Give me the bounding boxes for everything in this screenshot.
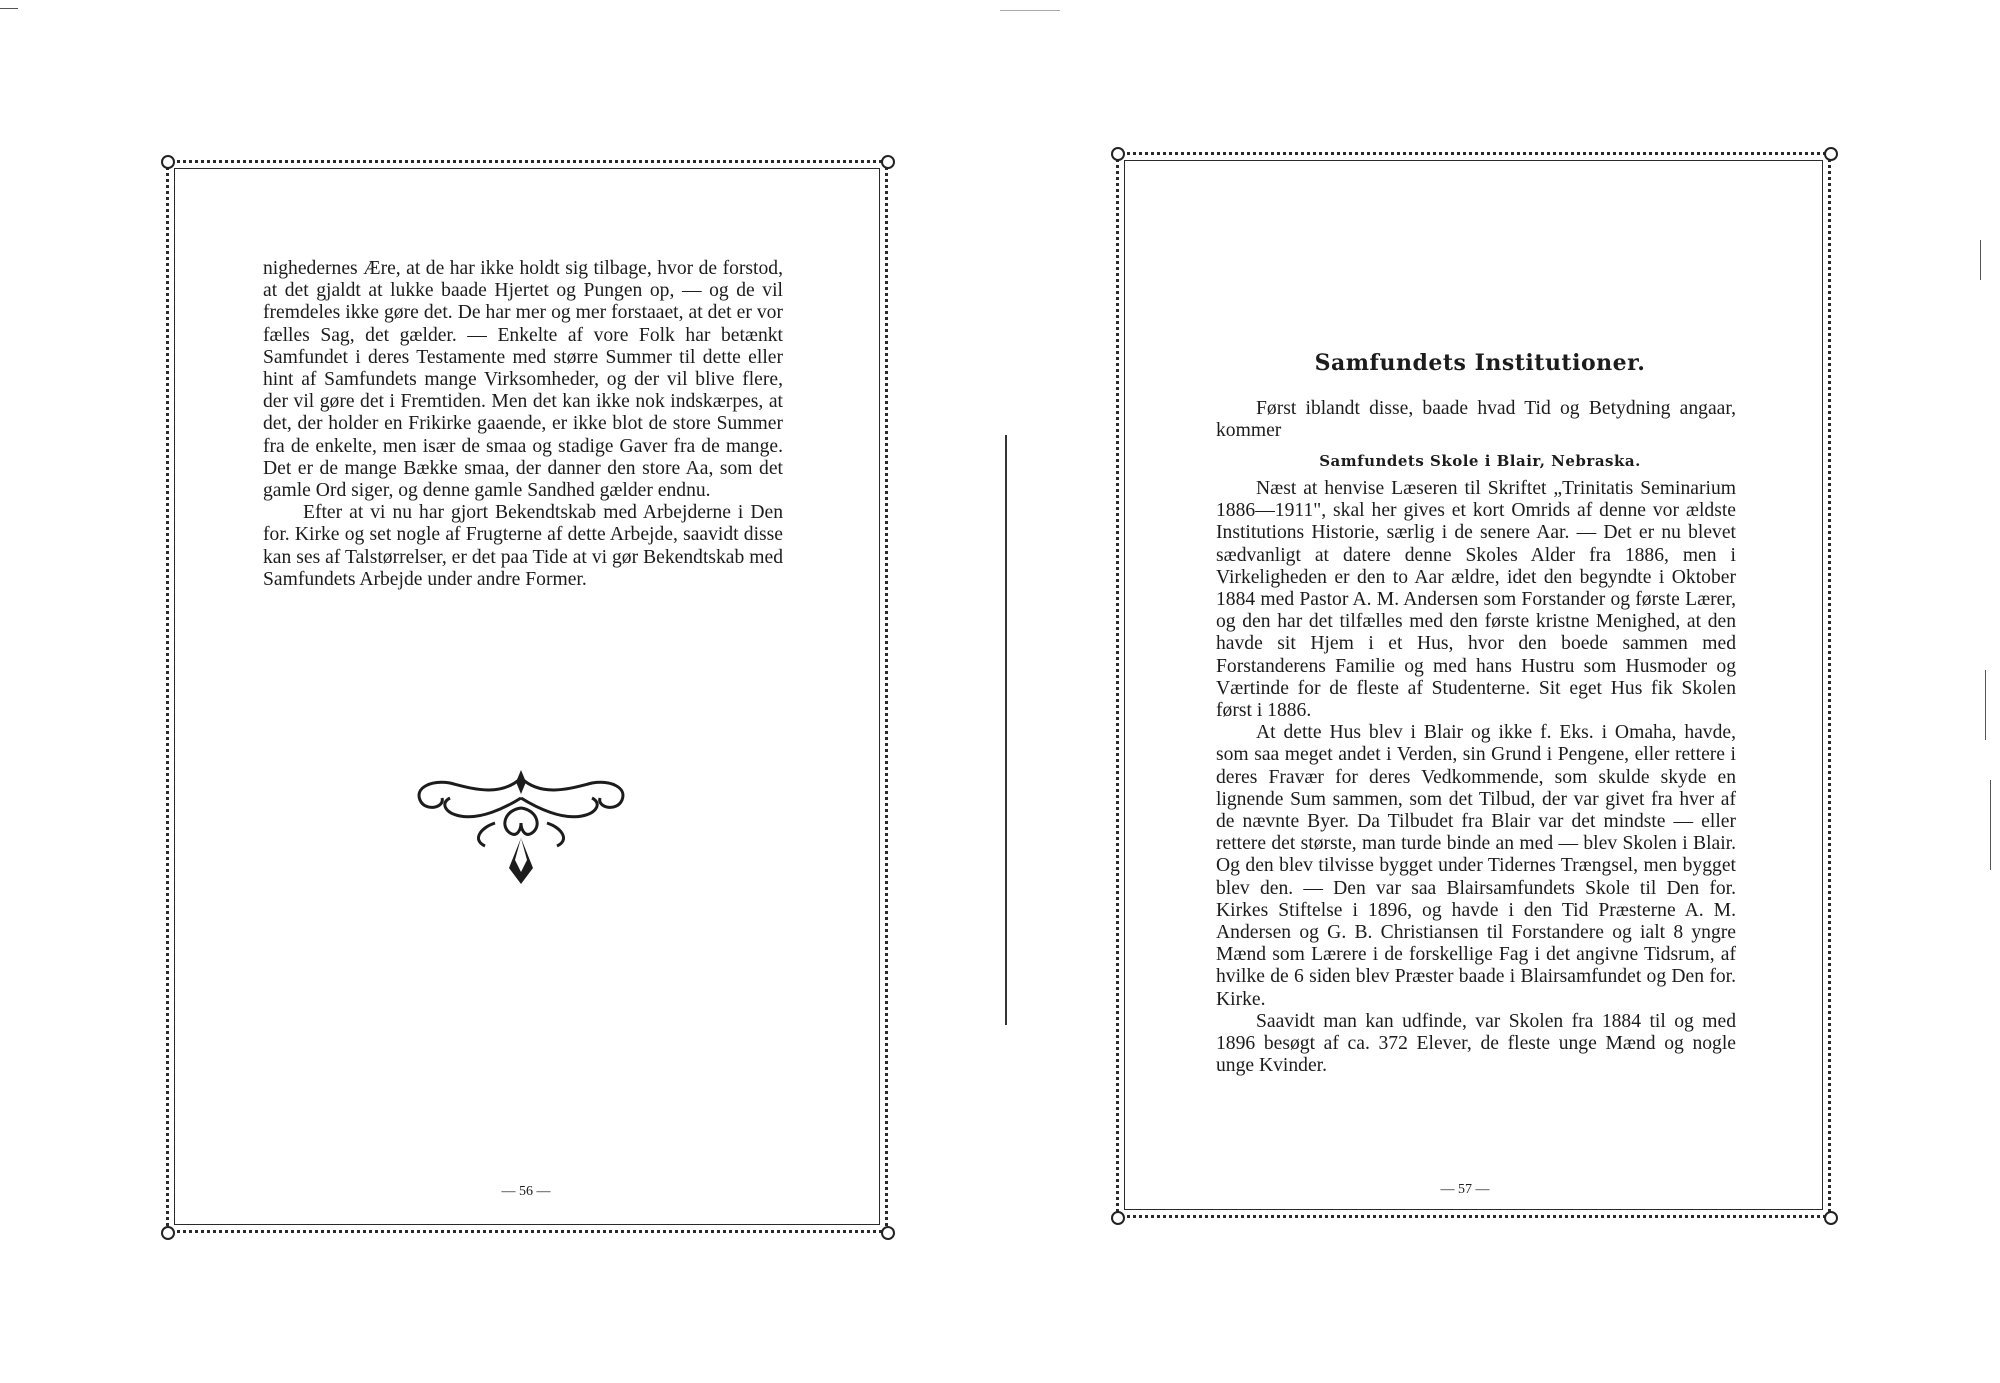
intro-paragraph (1216, 398, 1736, 442)
corner-ring-icon (161, 1226, 175, 1240)
scan-edge-mark (1000, 10, 1060, 11)
fleuron-ornament-icon (410, 768, 632, 888)
book-spine-line (1005, 435, 1007, 1025)
body-paragraph: Saavidt man kan udfinde, var Skolen fra 1884 til og med 1896 besøgt af ca. 372 Elever, de fleste unge Mænd og nogle unge Kvinder. (1216, 1010, 1736, 1077)
corner-ring-icon (881, 1226, 895, 1240)
corner-ring-icon (1824, 147, 1838, 161)
left-page-body (263, 258, 783, 591)
body-paragraph: Næst at henvise Læseren til Skriftet „Trinitatis Seminarium 1886—1911", skal her gives et kort Omrids af denne vor ældste Institutions Historie, særlig i de senere Aar. — Det er nu blevet sædvanligt at datere denne Skoles Alder fra 1886, men i Virkeligheden er den to Aar ældre, idet den begyndte i Oktober 1884 med Pastor A. M. Andersen som Forstander og første Lærer, og den har det tilfælles med den første kristne Menighed, at den havde sit Hjem i et Hus, hvor den boede sammen med Forstanderens Familie og med hans Hustru som Husmoder og Værtinde for de fleste af Studenterne. Sit eget Hus fik Skolen først i 1886. (1216, 478, 1736, 722)
body-paragraph: nighedernes Ære, at de har ikke holdt sig tilbage, hvor de forstod, at det gjaldt at lukke baade Hjertet og Pungen op, — og de vil fremdeles ikke gøre det. De har mer og mer forstaaet, at det er vor fælles Sag, det gælder. — Enkelte af vore Folk har betænkt Samfundet i deres Testamente med større Summer til dette eller hint af Samfundets mange Virksomheder, og der vil blive flere, der vil gøre det i Fremtiden. Men det kan ikke nok indskærpes, at det, der holder en Frikirke gaaende, er ikke blot de store Summer fra de enkelte, men især de smaa og stadige Gaver fra de mange. Det er de mange Bække smaa, der danner den store Aa, som det gamle Ord siger, og denne gamle Sandhed gælder endnu. (263, 258, 783, 502)
right-page-body (1216, 478, 1736, 1077)
body-paragraph: At dette Hus blev i Blair og ikke f. Eks. i Omaha, havde, som saa meget andet i Verden, sin Grund i Pengene, eller rettere i deres Fravær for deres Vedkommende, som skulde skyde en lignende Sum sammen, som det Tilbud, der var givet fra hver af de nævnte Byer. Da Tilbudet fra Blair var det mindste — eller rettere det største, man turde binde an med — blev Skolen i Blair. Og den blev tilvisse bygget under Tidernes Trængsel, men bygget blev den. — Den var saa Blairsamfundets Skole til Den for. Kirkes Stiftelse i 1896, og havde i den Tid Præsterne A. M. Andersen og G. B. Christiansen til Forstandere og ialt 8 yngre Mænd som Lærere i de forskellige Fag i det angivne Tidsrum, af hvilke de 6 siden blev Præster baade i Blairsamfundet og Den for. Kirke. (1216, 722, 1736, 1010)
page-number: — 56 — (501, 1184, 551, 1199)
corner-ring-icon (1824, 1211, 1838, 1225)
page-number: — 57 — (1440, 1182, 1490, 1197)
corner-ring-icon (161, 155, 175, 169)
scan-edge-mark (1990, 780, 1991, 870)
corner-ring-icon (1111, 147, 1125, 161)
corner-ring-icon (1111, 1211, 1125, 1225)
body-paragraph: Efter at vi nu har gjort Bekendtskab med Arbejderne i Den for. Kirke og set nogle af Frugterne af dette Arbejde, saavidt disse kan ses af Talstørrelser, er det paa Tide at vi gør Bekendtskab med Samfundets Arbejde under andre Former. (263, 502, 783, 590)
intro-text: Først iblandt disse, baade hvad Tid og Betydning angaar, kommer (1216, 398, 1736, 442)
scan-edge-mark (1980, 240, 1981, 280)
section-subtitle: Samfundets Skole i Blair, Nebraska. (1319, 452, 1641, 470)
scan-edge-mark (1985, 670, 1986, 740)
chapter-title: Samfundets Institutioner. (1314, 350, 1646, 376)
scan-edge-mark (0, 8, 18, 9)
corner-ring-icon (881, 155, 895, 169)
